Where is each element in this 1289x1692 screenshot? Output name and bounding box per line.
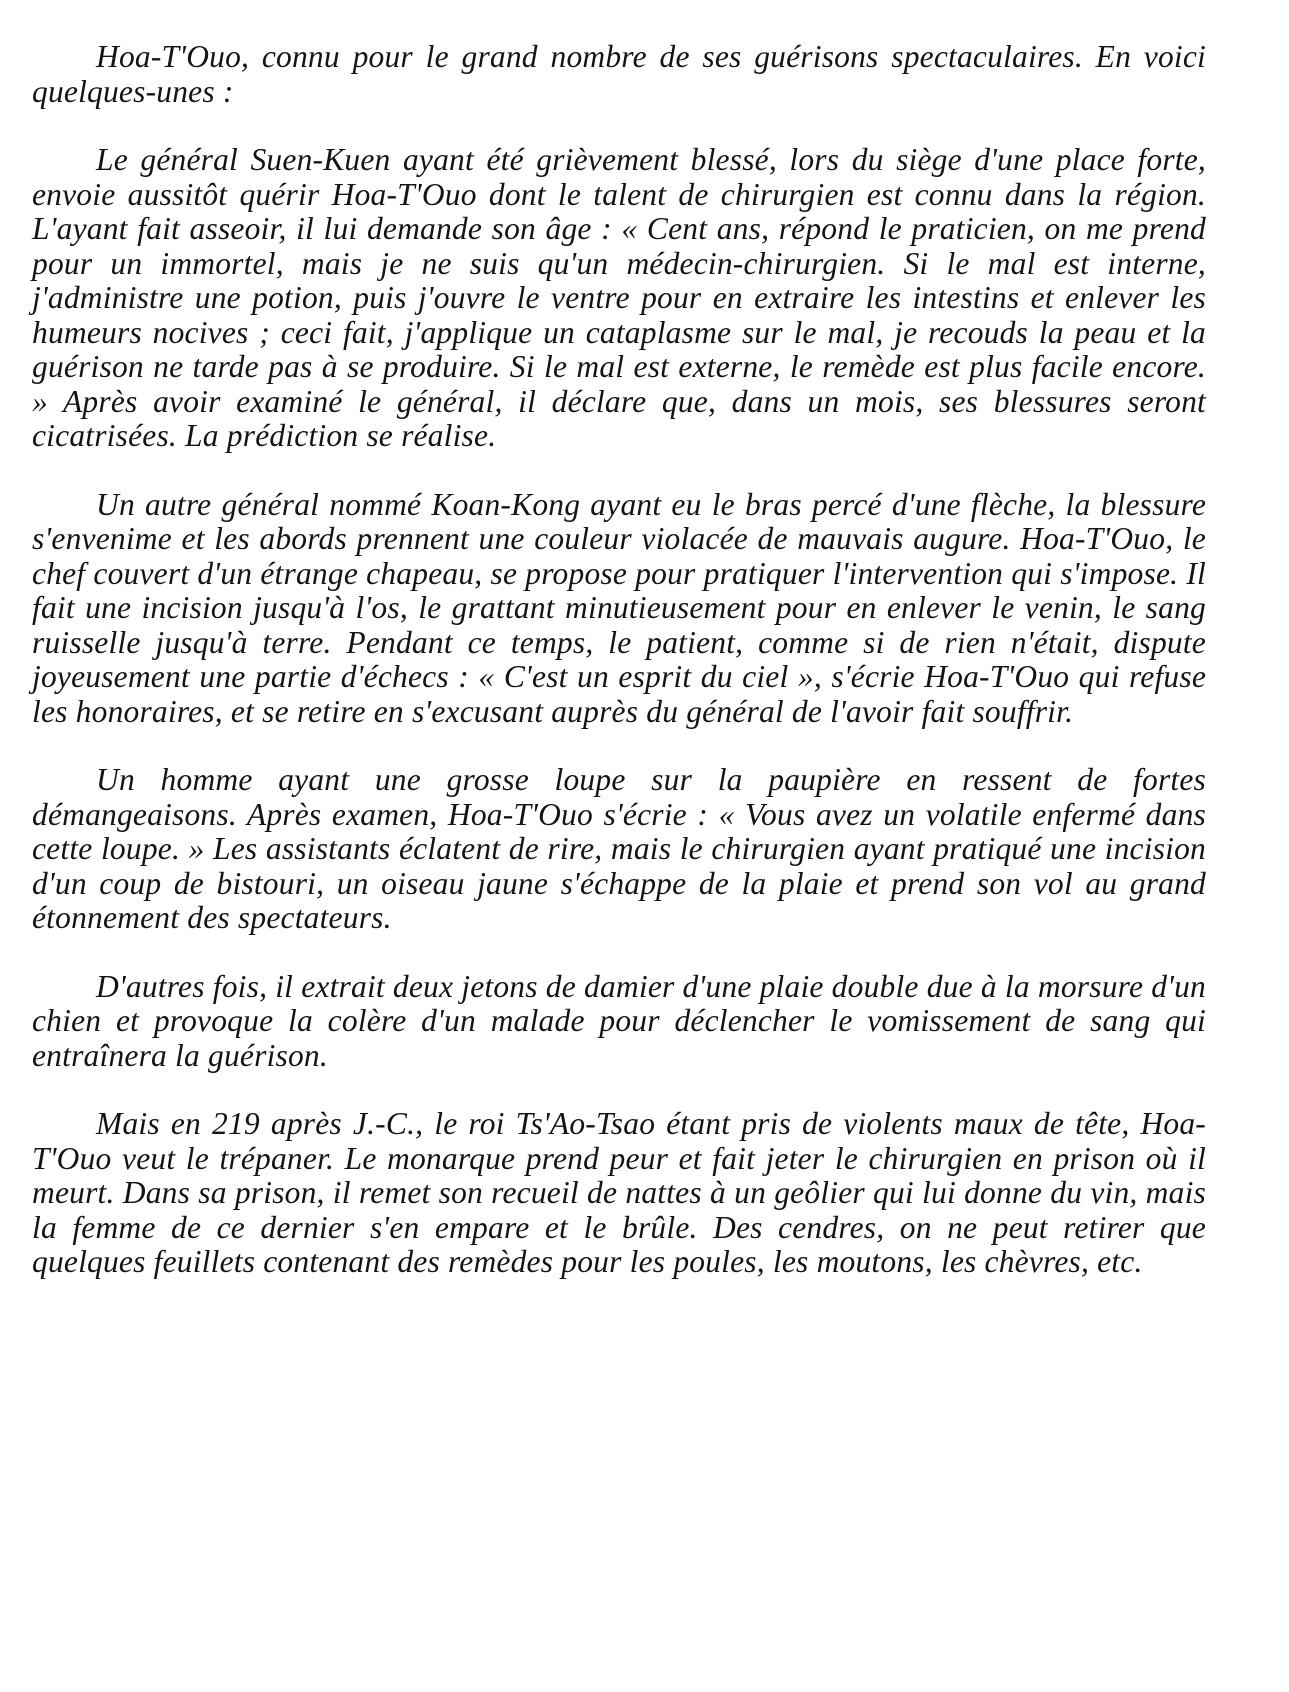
paragraph-ts-ao-tsao: Mais en 219 après J.-C., le roi Ts'Ao-Tsao étant pris de violents maux de tête, Hoa-T'Ouo veut le trépaner. Le monarque prend peur et fait jeter le chirurgien en prison où il meurt. Dans sa prison, il remet son recueil de nattes à un geôlier qui lui donne du vin, mais la femme de ce dernier s'en empare et le brûle. Des cendres, on ne peut retirer que quelques feuillets contenant des remèdes pour les poules, les moutons, les chèvres, etc.	[32, 1106, 1206, 1279]
paragraph-suen-kuen: Le général Suen-Kuen ayant été grièvement blessé, lors du siège d'une place forte, envoie aussitôt quérir Hoa-T'Ouo dont le talent de chirurgien est connu dans la région. L'ayant fait asseoir, il lui demande son âge : « Cent ans, répond le praticien, on me prend pour un immortel, mais je ne suis qu'un médecin-chirurgien. Si le mal est interne, j'administre une potion, puis j'ouvre le ventre pour en extraire les intestins et enlever les humeurs nocives ; ceci fait, j'applique un cataplasme sur le mal, je recouds la peau et la guérison ne tarde pas à se produire. Si le mal est externe, le remède est plus facile encore. » Après avoir examiné le général, il déclare que, dans un mois, ses blessures seront cicatrisées. La prédiction se réalise.	[32, 142, 1206, 453]
document-page	[32, 40, 1206, 1314]
paragraph-intro: Hoa-T'Ouo, connu pour le grand nombre de ses guérisons spectaculaires. En voici quelques-unes :	[32, 39, 1206, 109]
paragraph-loupe: Un homme ayant une grosse loupe sur la paupière en ressent de fortes démangeaisons. Après examen, Hoa-T'Ouo s'écrie : « Vous avez un volatile enfermé dans cette loupe. » Les assistants éclatent de rire, mais le chirurgien ayant pratiqué une incision d'un coup de bistouri, un oiseau jaune s'échappe de la plaie et prend son vol au grand étonnement des spectateurs.	[32, 762, 1206, 935]
paragraph-jetons: D'autres fois, il extrait deux jetons de damier d'une plaie double due à la morsure d'un chien et provoque la colère d'un malade pour déclencher le vomissement de sang qui entraînera la guérison.	[32, 968, 1206, 1073]
paragraph-koan-kong: Un autre général nommé Koan-Kong ayant eu le bras percé d'une flèche, la blessure s'envenime et les abords prennent une couleur violacée de mauvais augure. Hoa-T'Ouo, le chef couvert d'un étrange chapeau, se propose pour pratiquer l'intervention qui s'impose. Il fait une incision jusqu'à l'os, le grattant minutieusement pour en enlever le venin, le sang ruisselle jusqu'à terre. Pendant ce temps, le patient, comme si de rien n'était, dispute joyeusement une partie d'échecs : « C'est un esprit du ciel », s'écrie Hoa-T'Ouo qui refuse les honoraires, et se retire en s'excusant auprès du général de l'avoir fait souffrir.	[32, 486, 1206, 729]
